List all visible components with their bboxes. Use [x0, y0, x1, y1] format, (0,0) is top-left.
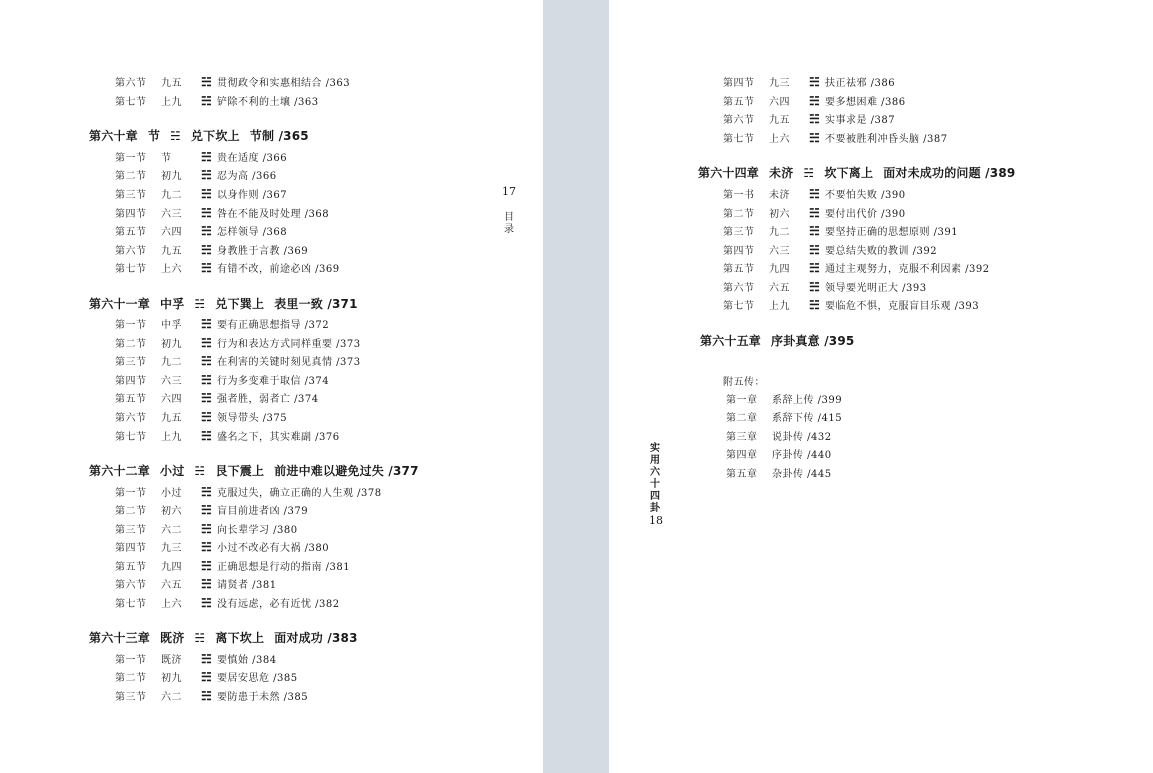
- toc-section-row[interactable]: [115, 260, 340, 275]
- toc-section-row[interactable]: [115, 390, 319, 405]
- appendix-label: 第三章: [726, 432, 758, 443]
- toc-section-row[interactable]: [723, 93, 906, 108]
- section-yao: 中孚: [161, 320, 182, 331]
- toc-section-row[interactable]: [115, 205, 329, 220]
- toc-section-row[interactable]: [723, 186, 906, 201]
- section-title: 领导带头 /375: [217, 413, 288, 424]
- section-yao: 六二: [161, 692, 182, 703]
- section-yao: 六五: [769, 283, 790, 294]
- appendix-item[interactable]: [726, 446, 832, 461]
- hexagram-icon: ☵: [194, 464, 206, 478]
- appendix-label: 第四章: [726, 450, 758, 461]
- section-title: 扶正祛邪 /386: [825, 78, 896, 89]
- section-label: 第七节: [723, 301, 755, 312]
- chapter-name: 未济: [769, 166, 794, 180]
- appendix-item[interactable]: [726, 409, 842, 424]
- section-label: 第六节: [115, 413, 147, 424]
- hexagram-icon: ☵: [201, 559, 213, 573]
- hexagram-icon: ☵: [809, 94, 821, 108]
- section-label: 第四节: [115, 209, 147, 220]
- chapter-name: 中孚: [160, 297, 185, 311]
- section-yao: 六三: [161, 376, 182, 387]
- section-yao: 九三: [769, 78, 790, 89]
- toc-section-row[interactable]: [115, 74, 350, 89]
- section-title: 不要被胜利冲昏头脑 /387: [825, 134, 948, 145]
- section-title: 要有正确思想指导 /372: [217, 320, 330, 331]
- section-label: 第六节: [115, 78, 147, 89]
- toc-section-row[interactable]: [115, 335, 361, 350]
- section-label: 第五节: [115, 562, 147, 573]
- section-yao: 九五: [161, 78, 182, 89]
- section-title: 贵在适度 /366: [217, 153, 288, 164]
- hexagram-icon: ☵: [170, 129, 181, 143]
- section-title: 盲目前进者凶 /379: [217, 506, 309, 517]
- chapter-trigram: 兑下坎上: [190, 129, 240, 143]
- section-title: 贯彻政令和实惠相结合 /363: [217, 78, 351, 89]
- hexagram-icon: ☵: [201, 652, 213, 666]
- section-label: 第三节: [115, 692, 147, 703]
- section-label: 第七节: [115, 432, 147, 443]
- hexagram-icon: ☵: [194, 297, 206, 311]
- toc-section-row[interactable]: [115, 484, 382, 499]
- section-yao: 六四: [769, 97, 790, 108]
- section-yao: 节: [161, 153, 172, 164]
- left-page: [0, 0, 543, 773]
- chapter-trigram: 艮下震上: [215, 464, 265, 478]
- section-yao: 九五: [769, 115, 790, 126]
- hexagram-icon: ☵: [201, 540, 213, 554]
- page-gutter: [543, 0, 609, 773]
- toc-section-row[interactable]: [115, 409, 287, 424]
- toc-section-row[interactable]: [115, 502, 308, 517]
- toc-section-row[interactable]: [115, 93, 319, 108]
- toc-section-row[interactable]: [115, 576, 277, 591]
- section-label: 第四节: [115, 376, 147, 387]
- hexagram-icon: ☵: [201, 577, 213, 591]
- section-yao: 初九: [161, 673, 182, 684]
- section-title: 有错不改，前途必凶 /369: [217, 264, 340, 275]
- section-yao: 初六: [769, 209, 790, 220]
- side-label: 实用六十四卦: [650, 443, 660, 514]
- section-label: 第五节: [115, 227, 147, 238]
- section-title: 要坚持正确的思想原则 /391: [825, 227, 959, 238]
- toc-section-row[interactable]: [723, 130, 948, 145]
- section-title: 要慎始 /384: [217, 655, 277, 666]
- section-label: 第六节: [723, 115, 755, 126]
- hexagram-icon: ☵: [809, 187, 821, 201]
- chapter-label: 第六十二章: [89, 464, 151, 478]
- hexagram-icon: ☵: [201, 261, 213, 275]
- section-yao: 六四: [161, 227, 182, 238]
- section-title: 克服过失，确立正确的人生观 /378: [217, 488, 382, 499]
- toc-section-row[interactable]: [723, 205, 906, 220]
- section-label: 第五节: [723, 97, 755, 108]
- hexagram-icon: ☵: [201, 168, 213, 182]
- toc-chapter-heading[interactable]: [89, 629, 358, 646]
- appendix-label: 第二章: [726, 413, 758, 424]
- section-label: 第一节: [115, 488, 147, 499]
- toc-section-row[interactable]: [115, 149, 287, 164]
- section-yao: 上六: [161, 264, 182, 275]
- section-title: 身教胜于言教 /369: [217, 246, 309, 257]
- section-label: 第一节: [115, 153, 147, 164]
- hexagram-icon: ☵: [201, 373, 213, 387]
- section-yao: 九四: [161, 562, 182, 573]
- hexagram-icon: ☵: [201, 206, 213, 220]
- appendix-title: 序卦传 /440: [772, 450, 832, 461]
- hexagram-icon: ☵: [201, 410, 213, 424]
- hexagram-icon: ☵: [201, 689, 213, 703]
- hexagram-icon: ☵: [201, 317, 213, 331]
- hexagram-icon: ☵: [201, 187, 213, 201]
- chapter-trigram: 兑下巽上: [215, 297, 265, 311]
- section-title: 请贤者 /381: [217, 580, 277, 591]
- hexagram-icon: ☵: [201, 670, 213, 684]
- section-title: 小过不改必有大祸 /380: [217, 543, 330, 554]
- chapter-theme: 面对成功 /383: [274, 631, 358, 645]
- hexagram-icon: ☵: [809, 298, 821, 312]
- chapter-name: 既济: [160, 631, 185, 645]
- section-title: 要总结失败的教训 /392: [825, 246, 938, 257]
- page-number: 17: [502, 185, 516, 198]
- section-title: 领导要光明正大 /393: [825, 283, 927, 294]
- hexagram-icon: ☵: [201, 391, 213, 405]
- hexagram-icon: ☵: [201, 243, 213, 257]
- toc-section-row[interactable]: [115, 651, 277, 666]
- appendix-title: 说卦传 /432: [772, 432, 832, 443]
- section-label: 第一书: [723, 190, 755, 201]
- section-yao: 九四: [769, 264, 790, 275]
- section-label: 第四节: [115, 543, 147, 554]
- hexagram-icon: ☵: [809, 75, 821, 89]
- section-label: 第一节: [115, 320, 147, 331]
- section-yao: 六四: [161, 394, 182, 405]
- toc-section-row[interactable]: [723, 242, 937, 257]
- section-yao: 上九: [769, 301, 790, 312]
- section-title: 要防患于未然 /385: [217, 692, 309, 703]
- section-yao: 六二: [161, 525, 182, 536]
- appendix-label: 第五章: [726, 469, 758, 480]
- hexagram-icon: ☵: [201, 354, 213, 368]
- chapter-theme: 前进中难以避免过失 /377: [274, 464, 419, 478]
- section-label: 第六节: [115, 580, 147, 591]
- section-title: 没有远虑，必有近忧 /382: [217, 599, 340, 610]
- hexagram-icon: ☵: [201, 150, 213, 164]
- toc-section-row[interactable]: [723, 279, 927, 294]
- section-label: 第七节: [115, 97, 147, 108]
- toc-section-row[interactable]: [723, 260, 990, 275]
- chapter-label: 第六十一章: [89, 297, 151, 311]
- section-title: 以身作则 /367: [217, 190, 288, 201]
- section-title: 忍为高 /366: [217, 171, 277, 182]
- appendix-heading: 附五传：: [723, 377, 765, 388]
- section-title: 盛名之下，其实难副 /376: [217, 432, 340, 443]
- section-title: 行为多变难于取信 /374: [217, 376, 330, 387]
- toc-section-row[interactable]: [115, 558, 350, 573]
- section-label: 第二节: [115, 506, 147, 517]
- hexagram-icon: ☵: [201, 224, 213, 238]
- section-label: 第三节: [115, 190, 147, 201]
- chapter-trigram: 离下坎上: [215, 631, 265, 645]
- toc-section-row[interactable]: [115, 595, 340, 610]
- toc-section-row[interactable]: [115, 539, 329, 554]
- section-yao: 九五: [161, 413, 182, 424]
- section-yao: 九二: [769, 227, 790, 238]
- section-title: 要多想困难 /386: [825, 97, 906, 108]
- hexagram-icon: ☵: [809, 280, 821, 294]
- appendix-title: 系辞上传 /399: [772, 395, 843, 406]
- toc-section-row[interactable]: [115, 167, 277, 182]
- hexagram-icon: ☵: [201, 429, 213, 443]
- side-label: 目录: [504, 212, 514, 235]
- hexagram-icon: ☵: [809, 261, 821, 275]
- section-yao: 初九: [161, 339, 182, 350]
- chapter-name: 节: [147, 129, 161, 143]
- section-title: 强者胜，弱者亡 /374: [217, 394, 319, 405]
- appendix-item[interactable]: [726, 391, 842, 406]
- toc-chapter-heading[interactable]: [698, 164, 1015, 181]
- section-title: 要付出代价 /390: [825, 209, 906, 220]
- toc-section-row[interactable]: [115, 372, 329, 387]
- toc-section-row[interactable]: [723, 223, 958, 238]
- toc-chapter-heading[interactable]: [700, 332, 854, 349]
- section-label: 第三节: [723, 227, 755, 238]
- toc-section-row[interactable]: [115, 316, 329, 331]
- hexagram-icon: ☵: [201, 485, 213, 499]
- section-yao: 九二: [161, 357, 182, 368]
- hexagram-icon: ☵: [201, 596, 213, 610]
- section-title: 实事求是 /387: [825, 115, 896, 126]
- chapter-label: 第六十三章: [89, 631, 151, 645]
- hexagram-icon: ☵: [809, 206, 821, 220]
- hexagram-icon: ☵: [201, 94, 213, 108]
- toc-section-row[interactable]: [115, 669, 298, 684]
- hexagram-icon: ☵: [809, 224, 821, 238]
- toc-section-row[interactable]: [115, 186, 287, 201]
- section-yao: 小过: [161, 488, 182, 499]
- hexagram-icon: ☵: [201, 75, 213, 89]
- section-yao: 既济: [161, 655, 182, 666]
- toc-section-row[interactable]: [115, 428, 340, 443]
- section-label: 第六节: [723, 283, 755, 294]
- section-label: 第二节: [115, 171, 147, 182]
- section-label: 第二节: [723, 209, 755, 220]
- hexagram-icon: ☵: [809, 243, 821, 257]
- section-label: 第四节: [723, 78, 755, 89]
- section-title: 行为和表达方式同样重要 /373: [217, 339, 361, 350]
- section-yao: 初九: [161, 171, 182, 182]
- section-label: 第一节: [115, 655, 147, 666]
- hexagram-icon: ☵: [194, 631, 206, 645]
- section-title: 通过主观努力，克服不利因素 /392: [825, 264, 990, 275]
- hexagram-icon: ☵: [201, 503, 213, 517]
- section-label: 第二节: [115, 673, 147, 684]
- chapter-theme: 表里一致 /371: [274, 297, 358, 311]
- section-label: 第七节: [723, 134, 755, 145]
- toc-section-row[interactable]: [115, 688, 308, 703]
- section-label: 第六节: [115, 246, 147, 257]
- section-title: 铲除不利的土壤 /363: [217, 97, 319, 108]
- toc-chapter-heading[interactable]: [89, 127, 309, 144]
- chapter-label: 第六十五章: [700, 334, 762, 348]
- section-label: 第二节: [115, 339, 147, 350]
- section-yao: 未济: [769, 190, 790, 201]
- section-yao: 六五: [161, 580, 182, 591]
- page-number: 18: [649, 514, 663, 527]
- toc-chapter-heading[interactable]: [89, 295, 358, 312]
- section-label: 第四节: [723, 246, 755, 257]
- section-label: 第三节: [115, 357, 147, 368]
- toc-section-row[interactable]: [115, 242, 308, 257]
- chapter-trigram: 坎下离上: [824, 166, 874, 180]
- section-yao: 上九: [161, 97, 182, 108]
- section-yao: 上六: [769, 134, 790, 145]
- section-yao: 九三: [161, 543, 182, 554]
- section-label: 第五节: [723, 264, 755, 275]
- section-title: 怎样领导 /368: [217, 227, 288, 238]
- section-yao: 初六: [161, 506, 182, 517]
- appendix-item[interactable]: [726, 428, 832, 443]
- hexagram-icon: ☵: [803, 166, 815, 180]
- toc-section-row[interactable]: [115, 521, 298, 536]
- section-yao: 上九: [161, 432, 182, 443]
- toc-chapter-heading[interactable]: [89, 462, 419, 479]
- toc-section-row[interactable]: [723, 297, 979, 312]
- section-title: 正确思想是行动的指南 /381: [217, 562, 351, 573]
- chapter-theme: 序卦真意 /395: [771, 334, 855, 348]
- section-yao: 上六: [161, 599, 182, 610]
- chapter-name: 小过: [160, 464, 185, 478]
- chapter-theme: 面对未成功的问题 /389: [883, 166, 1016, 180]
- chapter-label: 第六十四章: [698, 166, 760, 180]
- section-yao: 九五: [161, 246, 182, 257]
- toc-section-row[interactable]: [115, 223, 287, 238]
- appendix-label: 第一章: [726, 395, 758, 406]
- right-page: [609, 0, 1153, 773]
- toc-section-row[interactable]: [723, 111, 895, 126]
- section-label: 第七节: [115, 599, 147, 610]
- hexagram-icon: ☵: [201, 522, 213, 536]
- hexagram-icon: ☵: [201, 336, 213, 350]
- section-yao: 六三: [161, 209, 182, 220]
- section-yao: 六三: [769, 246, 790, 257]
- section-title: 咎在不能及时处理 /368: [217, 209, 330, 220]
- section-title: 要居安思危 /385: [217, 673, 298, 684]
- appendix-item[interactable]: [726, 465, 832, 480]
- appendix-title: 系辞下传 /415: [772, 413, 843, 424]
- toc-section-row[interactable]: [723, 74, 895, 89]
- section-label: 第七节: [115, 264, 147, 275]
- section-label: 第三节: [115, 525, 147, 536]
- section-label: 第五节: [115, 394, 147, 405]
- section-title: 在利害的关键时刻见真情 /373: [217, 357, 361, 368]
- section-title: 不要怕失败 /390: [825, 190, 906, 201]
- chapter-theme: 节制 /365: [249, 129, 309, 143]
- section-title: 要临危不惧，克服盲目乐观 /393: [825, 301, 980, 312]
- chapter-label: 第六十章: [89, 129, 138, 143]
- section-yao: 九二: [161, 190, 182, 201]
- hexagram-icon: ☵: [809, 131, 821, 145]
- toc-section-row[interactable]: [115, 353, 361, 368]
- section-title: 向长辈学习 /380: [217, 525, 298, 536]
- hexagram-icon: ☵: [809, 112, 821, 126]
- appendix-title: 杂卦传 /445: [772, 469, 832, 480]
